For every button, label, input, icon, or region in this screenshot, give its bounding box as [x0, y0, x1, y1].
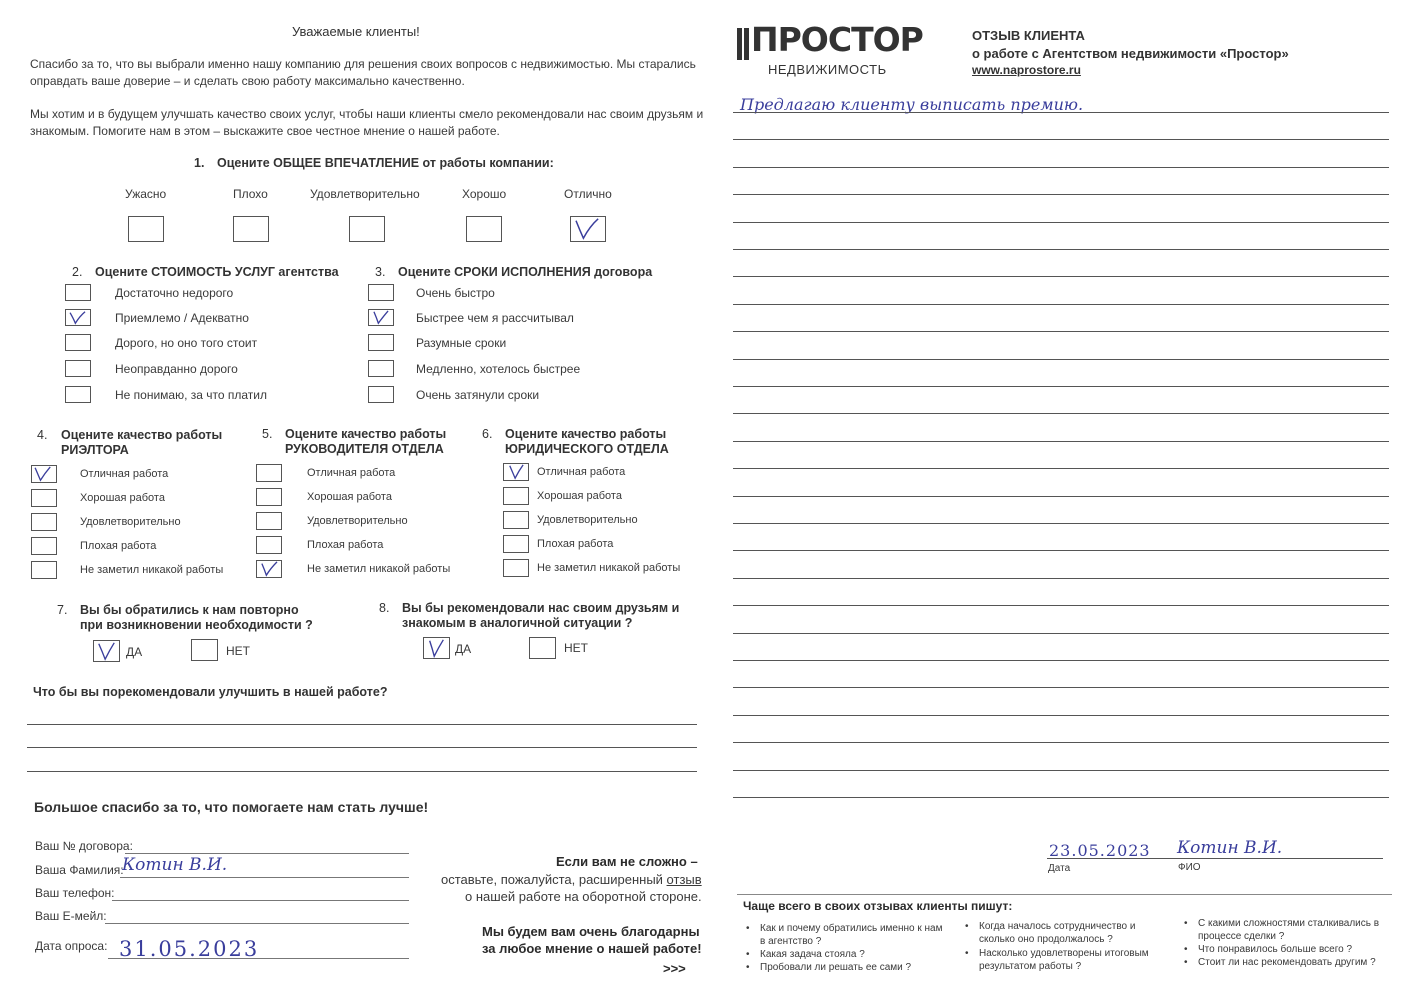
checkmark-icon [504, 464, 528, 480]
thanks-text: Большое спасибо за то, что помогаете нам стать лучше! [34, 799, 429, 815]
tip-item: • Пробовали ли решать ее сами ? [746, 962, 912, 973]
tips-divider [737, 894, 1392, 895]
phone-label: Ваш телефон: [35, 886, 115, 900]
q5-option-label: Отличная работа [307, 467, 396, 479]
q3-option-label: Разумные сроки [416, 336, 507, 350]
side-note-l4: Мы будем вам очень благодарны [482, 924, 700, 939]
q4-checkbox[interactable] [31, 513, 57, 531]
tip-item: • Насколько удовлетворены итоговым результатом работы ? [965, 948, 1149, 972]
signature-date: 23.05.2023 [1049, 841, 1151, 860]
q6-label-1: Оцените качество работы [505, 427, 667, 441]
q5-label-2: РУКОВОДИТЕЛЯ ОТДЕЛА [285, 442, 444, 456]
q4-checkbox-checked[interactable] [31, 465, 57, 483]
greeting: Уважаемые клиенты! [292, 24, 420, 39]
q5-option-label: Не заметил никакой работы [307, 563, 451, 575]
review-line[interactable] [733, 167, 1389, 168]
tip-item: • Как и почему обратились именно к нам в агентство ? [746, 923, 943, 947]
q4-number: 4. [37, 428, 48, 442]
q3-checkbox[interactable] [368, 386, 394, 403]
q1-label: Оцените ОБЩЕЕ ВПЕЧАТЛЕНИЕ от работы компании: [217, 156, 554, 170]
arrows: >>> [663, 961, 686, 976]
review-line[interactable] [733, 660, 1389, 661]
tips-col-2 [965, 920, 1165, 973]
contract-label: Ваш № договора: [35, 839, 133, 853]
improve-line[interactable] [27, 771, 697, 772]
q2-label: Оцените СТОИМОСТЬ УСЛУГ агентства [95, 265, 339, 279]
header-title: ОТЗЫВ КЛИЕНТА [972, 28, 1085, 43]
q1-option-label: Отлично [564, 187, 612, 201]
q2-checkbox[interactable] [65, 284, 91, 301]
review-line[interactable] [733, 249, 1389, 250]
q3-option-label: Быстрее чем я рассчитывал [416, 311, 574, 325]
logo-icon [737, 26, 749, 60]
review-line[interactable] [733, 687, 1389, 688]
q5-checkbox[interactable] [256, 488, 282, 506]
tip-item: • Стоит ли нас рекомендовать другим ? [1184, 957, 1376, 968]
surname-value: Котин В.И. [122, 855, 228, 875]
q2-option-label: Приемлемо / Адекватно [115, 311, 249, 325]
review-line[interactable] [733, 550, 1389, 551]
side-note-l5: за любое мнение о нашей работе! [482, 941, 702, 956]
email-label: Ваш Е-мейл: [35, 909, 107, 923]
q8-label-2: знакомым в аналогичной ситуации ? [402, 616, 633, 630]
checkmark-icon [257, 561, 281, 577]
q2-option-label: Не понимаю, за что платил [115, 388, 268, 402]
side-note-l2-text: оставьте, пожалуйста, расширенный [441, 872, 667, 887]
tips-col-1 [746, 922, 946, 974]
q4-label-1: Оцените качество работы [61, 428, 223, 442]
q3-option-label: Очень быстро [416, 286, 495, 300]
review-line[interactable] [733, 441, 1389, 442]
q2-number: 2. [72, 265, 83, 279]
q1-checkbox[interactable] [128, 216, 164, 242]
tips-col-3 [1184, 917, 1384, 969]
intro-line-3: Мы хотим и в будущем улучшать качество своих услуг, чтобы наши клиенты смело рекомендовали нас своим друзьям и [30, 107, 704, 121]
q2-option-label: Достаточно недорого [115, 286, 234, 300]
q1-checkbox[interactable] [349, 216, 385, 242]
improve-question: Что бы вы порекомендовали улучшить в нашей работе? [33, 685, 388, 699]
side-note-l1: Если вам не сложно – [556, 854, 698, 869]
q3-checkbox-checked[interactable] [368, 309, 394, 326]
q6-checkbox[interactable] [503, 511, 529, 529]
review-line[interactable] [733, 386, 1389, 387]
q6-checkbox-checked[interactable] [503, 463, 529, 481]
q8-label-1: Вы бы рекомендовали нас своим друзьям и [402, 601, 680, 615]
q3-number: 3. [375, 265, 386, 279]
review-text: Предлагаю клиенту выписать премию. [740, 95, 1084, 114]
q5-option-label: Хорошая работа [307, 491, 392, 503]
q3-checkbox[interactable] [368, 334, 394, 351]
date-caption: Дата [1048, 863, 1071, 874]
q5-checkbox-checked[interactable] [256, 560, 282, 578]
checkmark-icon [571, 217, 605, 241]
q1-option-label: Плохо [233, 187, 268, 201]
q8-yes-label: ДА [455, 642, 472, 656]
q1-checkbox[interactable] [233, 216, 269, 242]
q7-no-label: НЕТ [226, 644, 250, 658]
q7-label-1: Вы бы обратились к нам повторно [80, 603, 299, 617]
review-line[interactable] [733, 359, 1389, 360]
q6-option-label: Удовлетворительно [537, 514, 638, 526]
review-line[interactable] [733, 578, 1389, 579]
q5-checkbox[interactable] [256, 512, 282, 530]
q4-checkbox[interactable] [31, 561, 57, 579]
q7-yes-label: ДА [126, 645, 143, 659]
tip-item: • Что понравилось больше всего ? [1184, 944, 1353, 955]
checkmark-icon [32, 466, 56, 482]
q2-option-label: Неоправданно дорого [115, 362, 238, 376]
date-value: 31.05.2023 [119, 937, 260, 961]
q3-label: Оцените СРОКИ ИСПОЛНЕНИЯ договора [398, 265, 653, 279]
q5-checkbox[interactable] [256, 536, 282, 554]
review-line[interactable] [733, 496, 1389, 497]
q2-checkbox[interactable] [65, 360, 91, 377]
q5-number: 5. [262, 427, 273, 441]
review-line[interactable] [733, 139, 1389, 140]
q6-option-label: Отличная работа [537, 466, 626, 478]
review-line[interactable] [733, 304, 1389, 305]
side-note-l2 [441, 872, 702, 887]
q6-checkbox[interactable] [503, 487, 529, 505]
review-line[interactable] [733, 194, 1389, 195]
q4-option-label: Не заметил никакой работы [80, 564, 224, 576]
tip-item: • Когда началось сотрудничество и сколько оно продолжалось ? [965, 921, 1136, 945]
q6-label-2: ЮРИДИЧЕСКОГО ОТДЕЛА [505, 442, 669, 456]
review-line[interactable] [733, 468, 1389, 469]
q4-checkbox[interactable] [31, 537, 57, 555]
review-line[interactable] [733, 276, 1389, 277]
tip-item: • Какая задача стояла ? [746, 949, 865, 960]
review-line[interactable] [733, 523, 1389, 524]
q8-no-label: НЕТ [564, 641, 588, 655]
q7-number: 7. [57, 603, 68, 617]
review-line[interactable] [733, 112, 1389, 113]
q3-checkbox[interactable] [368, 284, 394, 301]
header-subtitle: о работе с Агентством недвижимости «Простор» [972, 46, 1289, 61]
side-note-l3: о нашей работе на оборотной стороне. [465, 889, 702, 904]
checkmark-icon [369, 310, 393, 325]
q3-option-label: Очень затянули сроки [416, 388, 540, 402]
logo-main: ПРОСТОР [751, 20, 923, 59]
review-line[interactable] [733, 413, 1389, 414]
q4-label-2: РИЭЛТОРА [61, 443, 129, 457]
q7-yes-checkbox-checked[interactable] [93, 640, 120, 662]
name-caption: ФИО [1178, 862, 1201, 873]
q4-checkbox[interactable] [31, 489, 57, 507]
q2-checkbox[interactable] [65, 334, 91, 351]
q2-checkbox-checked[interactable] [65, 309, 91, 326]
q6-number: 6. [482, 427, 493, 441]
phone-field[interactable] [112, 900, 409, 901]
q7-label-2: при возникновении необходимости ? [80, 618, 313, 632]
q8-yes-checkbox-checked[interactable] [423, 637, 450, 659]
intro-line-1: Спасибо за то, что вы выбрали именно нашу компанию для решения своих вопросов с недвижимостью. Мы старались [30, 57, 696, 71]
q3-option-label: Медленно, хотелось быстрее [416, 362, 581, 376]
surname-field[interactable] [120, 877, 409, 878]
q5-checkbox[interactable] [256, 464, 282, 482]
q4-option-label: Хорошая работа [80, 492, 165, 504]
review-line[interactable] [733, 222, 1389, 223]
q4-option-label: Удовлетворительно [80, 516, 181, 528]
checkmark-icon [66, 310, 90, 325]
intro-line-2: оправдать ваше доверие – и сделать свою работу максимально качественно. [30, 74, 465, 88]
tip-item: • С какими сложностями сталкивались в процессе сделки ? [1184, 918, 1380, 942]
q1-option-label: Ужасно [125, 187, 167, 201]
review-line[interactable] [733, 715, 1389, 716]
contract-field[interactable] [125, 853, 409, 854]
q3-checkbox[interactable] [368, 360, 394, 377]
review-line[interactable] [733, 797, 1389, 798]
q2-option-label: Дорого, но оно того стоит [115, 336, 258, 350]
q1-option-label: Удовлетворительно [310, 187, 420, 201]
q6-option-label: Плохая работа [537, 538, 614, 550]
tips-title: Чаще всего в своих отзывах клиенты пишут: [743, 899, 1013, 913]
q5-option-label: Удовлетворительно [307, 515, 408, 527]
date-label: Дата опроса: [35, 939, 108, 953]
checkmark-icon [94, 641, 119, 661]
q6-option-label: Хорошая работа [537, 490, 622, 502]
q6-option-label: Не заметил никакой работы [537, 562, 681, 574]
header-url[interactable]: www.naprostore.ru [972, 63, 1081, 77]
q4-option-label: Плохая работа [80, 540, 157, 552]
review-line[interactable] [733, 770, 1389, 771]
q6-checkbox[interactable] [503, 535, 529, 553]
review-line[interactable] [733, 605, 1389, 606]
email-field[interactable] [105, 923, 409, 924]
q6-checkbox[interactable] [503, 559, 529, 577]
q1-checkbox-checked[interactable] [570, 216, 606, 242]
review-line[interactable] [733, 633, 1389, 634]
review-link[interactable]: отзыв [666, 872, 702, 887]
logo-sub: НЕДВИЖИМОСТЬ [768, 62, 887, 77]
q5-label-1: Оцените качество работы [285, 427, 447, 441]
intro-line-4: знакомым. Помогите нам в этом – выскажите свое честное мнение о нашей работе. [30, 124, 500, 138]
signature-name: Котин В.И. [1177, 838, 1283, 858]
q2-checkbox[interactable] [65, 386, 91, 403]
improve-line[interactable] [27, 724, 697, 725]
date-field[interactable] [108, 958, 409, 959]
review-line[interactable] [733, 742, 1389, 743]
improve-line[interactable] [27, 747, 697, 748]
q7-no-checkbox[interactable] [191, 639, 218, 661]
q1-option-label: Хорошо [462, 187, 507, 201]
review-line[interactable] [733, 331, 1389, 332]
q4-option-label: Отличная работа [80, 468, 169, 480]
q8-no-checkbox[interactable] [529, 637, 556, 659]
q5-option-label: Плохая работа [307, 539, 384, 551]
signature-line[interactable] [1047, 858, 1383, 859]
q1-checkbox[interactable] [466, 216, 502, 242]
surname-label: Ваша Фамилия: [35, 863, 124, 877]
q1-number: 1. [194, 156, 205, 170]
checkmark-icon [424, 638, 449, 658]
q8-number: 8. [379, 601, 390, 615]
